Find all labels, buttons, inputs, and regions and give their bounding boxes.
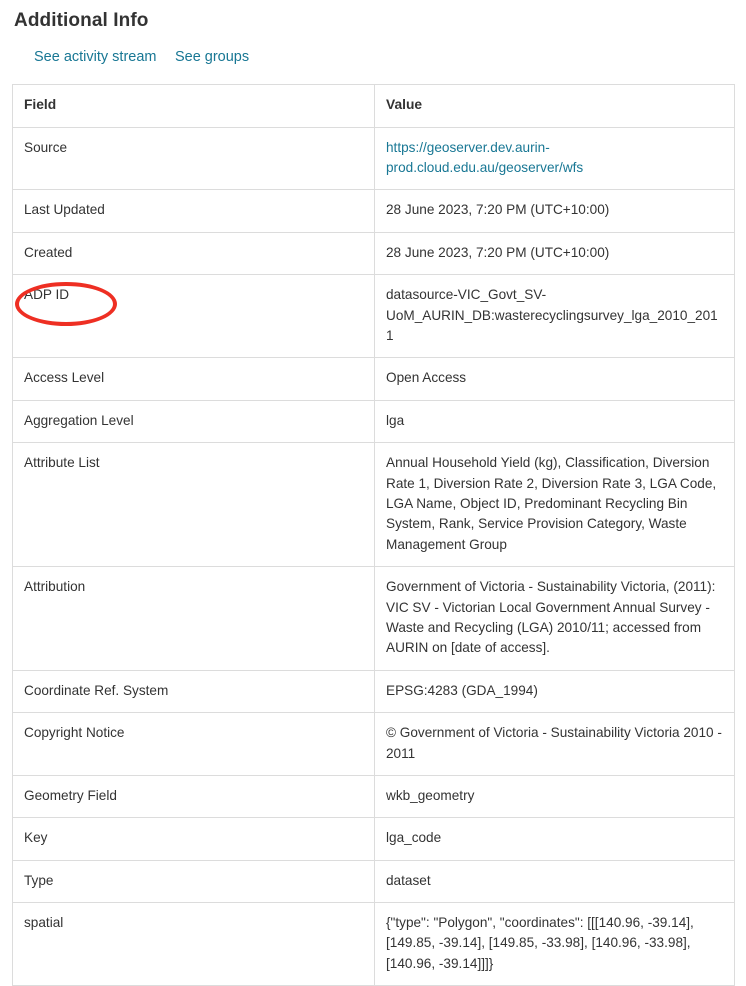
- field-label: Last Updated: [13, 190, 375, 232]
- see-activity-stream-link[interactable]: See activity stream: [34, 49, 157, 65]
- table-row: [13, 358, 735, 400]
- table-row: [13, 713, 735, 776]
- field-label-adp-id: ADP ID: [13, 275, 375, 358]
- field-value: {"type": "Polygon", "coordinates": [[[140.96, -39.14], [149.85, -39.14], [149.85, -33.98], [140.96, -33.98], [140.96, -39.14]]]}: [375, 903, 735, 986]
- field-value: datasource-VIC_Govt_SV-UoM_AURIN_DB:wasterecyclingsurvey_lga_2010_2011: [375, 275, 735, 358]
- field-label: Attribution: [13, 567, 375, 671]
- field-value: 28 June 2023, 7:20 PM (UTC+10:00): [375, 190, 735, 232]
- table-row-adp-id: [13, 275, 735, 358]
- table-row: [13, 443, 735, 567]
- field-value: dataset: [375, 860, 735, 902]
- see-groups-link[interactable]: See groups: [174, 49, 250, 65]
- table-row: [13, 232, 735, 274]
- field-label: Aggregation Level: [13, 400, 375, 442]
- field-value: wkb_geometry: [375, 775, 735, 817]
- field-value: lga: [375, 400, 735, 442]
- field-value: [375, 127, 735, 190]
- field-value: Government of Victoria - Sustainability Victoria, (2011): VIC SV - Victorian Local Government Annual Survey - Waste and Recycling (LGA) 2010/11; accessed from AURIN on [date of access].: [375, 567, 735, 671]
- field-value: EPSG:4283 (GDA_1994): [375, 670, 735, 712]
- field-label: Type: [13, 860, 375, 902]
- column-header-field: Field: [13, 85, 375, 128]
- table-row: [13, 903, 735, 986]
- additional-info-table: [12, 84, 735, 986]
- table-row: [13, 567, 735, 671]
- page-title: Additional Info: [14, 10, 149, 31]
- source-url-link[interactable]: https://geoserver.dev.aurin-prod.cloud.edu.au/geoserver/wfs: [386, 139, 584, 176]
- field-label: Coordinate Ref. System: [13, 670, 375, 712]
- additional-info-page: [0, 10, 746, 971]
- table-row: [13, 190, 735, 232]
- field-label: Access Level: [13, 358, 375, 400]
- field-label: spatial: [13, 903, 375, 986]
- table-row: [13, 127, 735, 190]
- field-label: Geometry Field: [13, 775, 375, 817]
- field-label: Attribute List: [13, 443, 375, 567]
- field-label: Source: [13, 127, 375, 190]
- table-row: [13, 860, 735, 902]
- table-header-row: [13, 85, 735, 128]
- field-value: Open Access: [375, 358, 735, 400]
- field-value: 28 June 2023, 7:20 PM (UTC+10:00): [375, 232, 735, 274]
- table-row: [13, 818, 735, 860]
- table-row: [13, 400, 735, 442]
- field-value: lga_code: [375, 818, 735, 860]
- field-label: Copyright Notice: [13, 713, 375, 776]
- field-label: Key: [13, 818, 375, 860]
- table-row: [13, 670, 735, 712]
- field-value: Annual Household Yield (kg), Classification, Diversion Rate 1, Diversion Rate 2, Diversion Rate 3, LGA Code, LGA Name, Object ID, Predominant Recycling Bin System, Rank, Service Provision Category, Waste Management Group: [375, 443, 735, 567]
- column-header-value: Value: [375, 85, 735, 128]
- field-value: © Government of Victoria - Sustainability Victoria 2010 - 2011: [375, 713, 735, 776]
- table-row: [13, 775, 735, 817]
- field-label: Created: [13, 232, 375, 274]
- related-links: [12, 48, 734, 66]
